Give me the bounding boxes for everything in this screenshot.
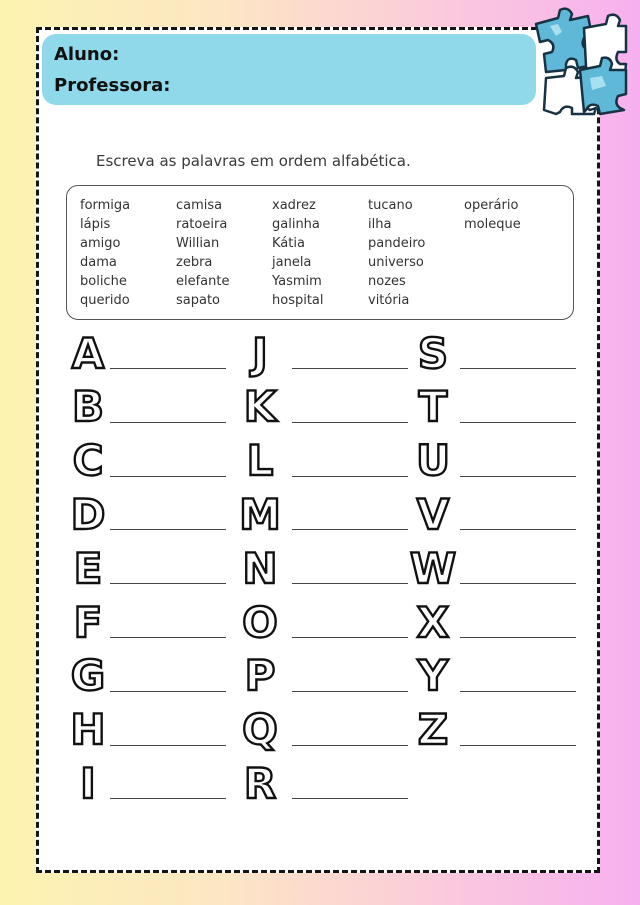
answer-line-w[interactable] [460, 583, 576, 584]
word: camisa [176, 198, 223, 213]
answer-line-h[interactable] [110, 745, 226, 746]
word-bank-column [272, 196, 324, 311]
answer-line-e[interactable] [110, 583, 226, 584]
word-bank-column [80, 196, 130, 311]
letter-z: Z [417, 705, 449, 755]
letter-s: S [417, 328, 449, 378]
answer-line-z[interactable] [460, 745, 576, 746]
word: janela [272, 255, 312, 271]
word: xadrez [272, 198, 316, 213]
student-label: Aluno: [54, 44, 120, 65]
word-bank-column [176, 196, 230, 311]
header-box [42, 34, 536, 105]
answer-line-c[interactable] [110, 476, 226, 477]
answer-line-m[interactable] [292, 529, 408, 530]
word: zebra [176, 255, 213, 271]
word: boliche [80, 274, 127, 290]
answer-line-a[interactable] [110, 368, 226, 369]
letter-b: B [71, 382, 104, 432]
word: Willian [176, 236, 220, 252]
answer-line-d[interactable] [110, 529, 226, 530]
letter-p: P [244, 651, 276, 701]
answer-line-b[interactable] [110, 422, 226, 423]
answer-line-l[interactable] [292, 476, 408, 477]
word: sapato [176, 293, 221, 309]
letter-c: C [72, 436, 104, 486]
letter-u: U [415, 436, 451, 486]
letter-i: I [80, 758, 96, 808]
word: tucano [368, 198, 413, 213]
word: amigo [80, 236, 121, 252]
word: hospital [272, 293, 324, 309]
word: Yasmim [272, 274, 322, 290]
letter-r: R [243, 758, 277, 808]
word: moleque [464, 217, 521, 233]
answer-line-f[interactable] [110, 637, 226, 638]
word: ilha [368, 217, 392, 233]
letter-w: W [409, 543, 457, 593]
word: formiga [80, 198, 131, 213]
word: Kátia [272, 236, 305, 252]
puzzle-pieces-icon [528, 6, 628, 116]
answer-line-g[interactable] [110, 691, 226, 692]
answer-line-o[interactable] [292, 637, 408, 638]
word: pandeiro [368, 236, 426, 252]
letter-g: G [70, 651, 106, 701]
letter-x: X [416, 597, 450, 647]
teacher-label: Professora: [54, 75, 171, 96]
answer-line-t[interactable] [460, 422, 576, 423]
letter-o: O [242, 597, 278, 647]
answer-line-k[interactable] [292, 422, 408, 423]
word: dama [80, 255, 117, 271]
word: nozes [368, 274, 406, 290]
answer-line-n[interactable] [292, 583, 408, 584]
letter-y: Y [417, 651, 449, 701]
word: ratoeira [176, 217, 228, 233]
answer-line-x[interactable] [460, 637, 576, 638]
letter-m: M [239, 489, 281, 539]
answer-line-v[interactable] [460, 529, 576, 530]
letter-t: T [418, 382, 448, 432]
word: elefante [176, 274, 230, 290]
word: operário [464, 198, 519, 213]
answer-line-j[interactable] [292, 368, 408, 369]
word: lápis [80, 217, 111, 233]
answer-line-i[interactable] [110, 798, 226, 799]
letter-e: E [73, 543, 103, 593]
word-bank-column [368, 196, 425, 311]
word: querido [80, 293, 130, 309]
letter-d: D [70, 489, 106, 539]
word: galinha [272, 217, 320, 233]
answer-line-s[interactable] [460, 368, 576, 369]
letter-q: Q [242, 705, 278, 755]
letter-a: A [71, 328, 105, 378]
letter-n: N [242, 543, 278, 593]
answer-line-p[interactable] [292, 691, 408, 692]
instruction-text: Escreva as palavras em ordem alfabética. [96, 152, 411, 170]
answer-line-u[interactable] [460, 476, 576, 477]
letter-f: F [73, 597, 103, 647]
answer-line-r[interactable] [292, 798, 408, 799]
letter-k: K [243, 382, 277, 432]
answer-line-q[interactable] [292, 745, 408, 746]
answer-line-y[interactable] [460, 691, 576, 692]
letter-j: J [252, 328, 268, 378]
letter-h: H [70, 705, 106, 755]
word-bank-column [464, 196, 521, 234]
letter-v: V [416, 489, 450, 539]
word: universo [368, 255, 424, 271]
word-bank [66, 185, 574, 320]
letter-l: L [246, 436, 274, 486]
word: vitória [368, 293, 410, 309]
